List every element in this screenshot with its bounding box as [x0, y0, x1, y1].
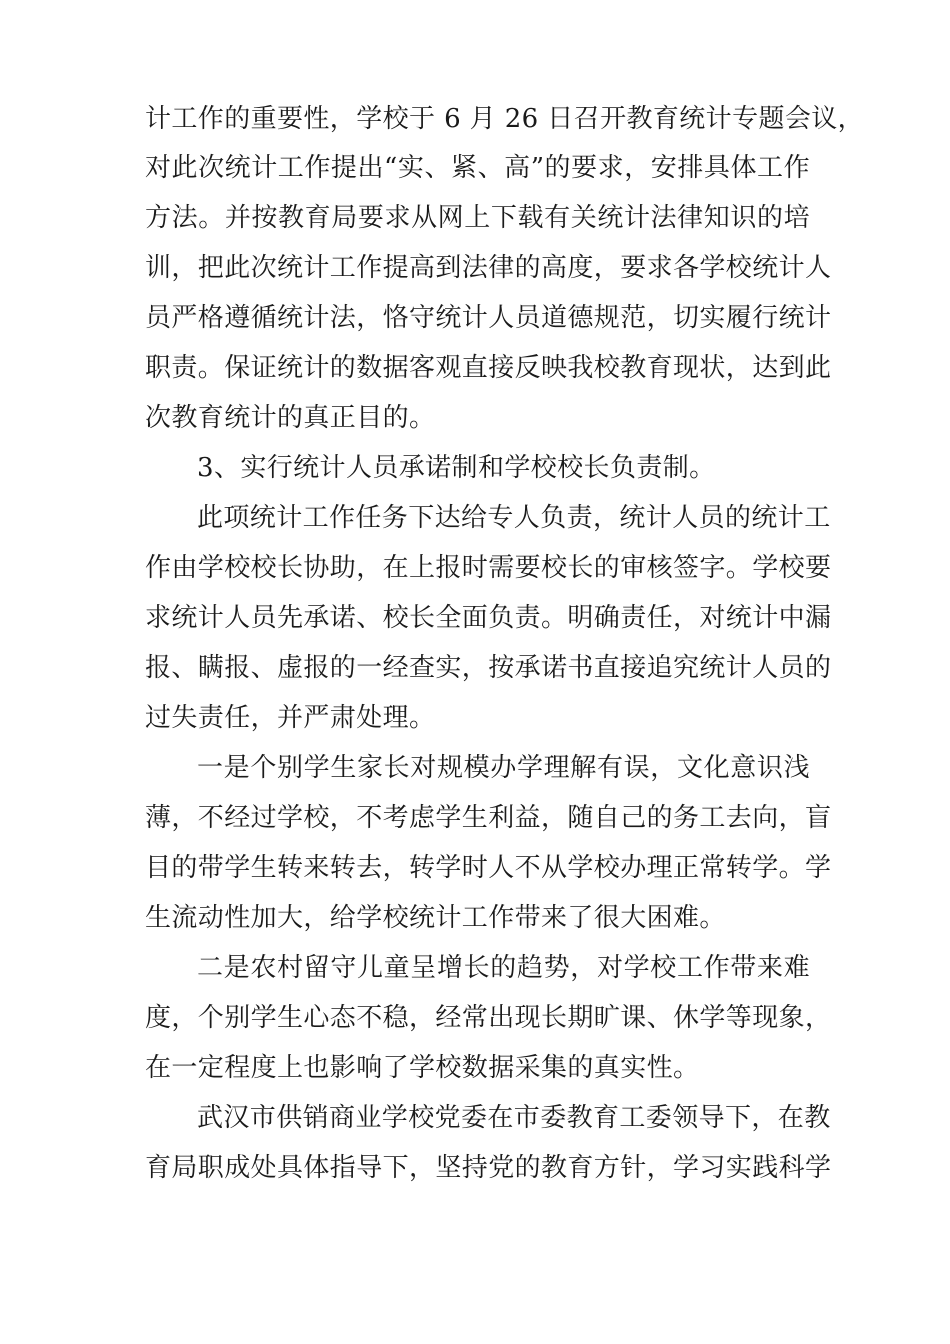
text-line: 员严格遵循统计法，恪守统计人员道德规范，切实履行统计 — [145, 303, 832, 333]
text-line: 生流动性加大，给学校统计工作带来了很大困难。 — [145, 903, 726, 933]
text-line: 此项统计工作任务下达给专人负责，统计人员的统计工 — [197, 503, 831, 533]
text-line: 方法。并按教育局要求从网上下载有关统计法律知识的培 — [145, 203, 810, 233]
text-line: 次教育统计的真正目的。 — [145, 403, 436, 433]
text-line: 育局职成处具体指导下，坚持党的教育方针，学习实践科学 — [145, 1153, 832, 1183]
text-line: 二是农村留守儿童呈增长的趋势，对学校工作带来难 — [197, 953, 810, 983]
text-line: 对此次统计工作提出“实、紧、高”的要求，安排具体工作 — [145, 153, 810, 183]
text-line: 报、瞒报、虚报的一经查实，按承诺书直接追究统计人员的 — [145, 653, 832, 683]
text-line: 职责。保证统计的数据客观直接反映我校教育现状，达到此 — [145, 353, 832, 383]
text-line: 作由学校校长协助，在上报时需要校长的审核签字。学校要 — [145, 553, 832, 583]
text-line: 武汉市供销商业学校党委在市委教育工委领导下，在教 — [197, 1103, 831, 1133]
text-line: 计工作的重要性，学校于 6 月 26 日召开教育统计专题会议， — [145, 104, 865, 134]
text-line: 训，把此次统计工作提高到法律的高度，要求各学校统计人 — [145, 253, 832, 283]
text-line: 度，个别学生心态不稳，经常出现长期旷课、休学等现象， — [145, 1003, 832, 1033]
text-line: 在一定程度上也影响了学校数据采集的真实性。 — [145, 1053, 700, 1083]
text-line: 求统计人员先承诺、校长全面负责。明确责任，对统计中漏 — [145, 603, 832, 633]
section-heading: 3、实行统计人员承诺制和学校校长负责制。 — [197, 453, 716, 483]
text-line: 薄，不经过学校，不考虑学生利益，随自己的务工去向，盲 — [145, 803, 832, 833]
text-line: 过失责任，并严肃处理。 — [145, 703, 436, 733]
text-line: 一是个别学生家长对规模办学理解有误，文化意识浅 — [197, 753, 810, 783]
text-line: 目的带学生转来转去，转学时人不从学校办理正常转学。学 — [145, 853, 832, 883]
